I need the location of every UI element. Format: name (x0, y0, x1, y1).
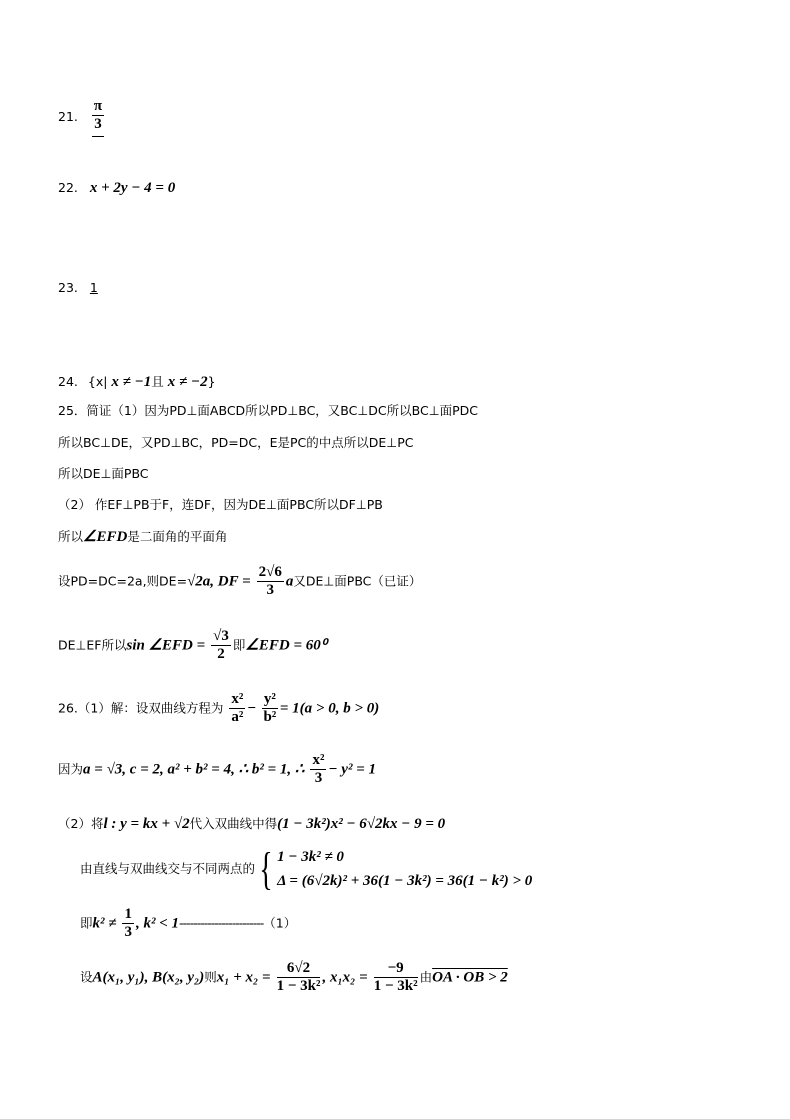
answer-26-frac-x-den: a² (231, 709, 244, 726)
answer-21 (58, 98, 106, 137)
answer-26-line-6-points: A(x₁, y₁), B(x₂, y₂) (92, 969, 205, 986)
answer-26-line-2-math: a = √3, c = 2, a² + b² = 4, ∴ b² = 1, ∴ (83, 761, 305, 778)
answer-25-sin-fraction (211, 628, 231, 664)
answer-26-line-5-frac-den: 3 (124, 924, 132, 941)
answer-26-line-5-math: k² ≠ (92, 915, 117, 932)
answer-25-line-7-text-b: 即 (232, 637, 246, 653)
answer-26-line-5-text: 即 (80, 915, 93, 931)
answer-25-line-7-result: ∠EFD = 60⁰ (245, 637, 327, 654)
answer-26-line-5 (80, 906, 296, 942)
answer-25-df-numerator: 2√6 (257, 564, 284, 582)
answer-24-and: 且 (151, 374, 164, 389)
answer-24-cond1: x ≠ −1 (111, 374, 152, 390)
answer-25-line-7-text-a: DE⊥EF所以 (58, 637, 127, 653)
answer-25-line-3: 所以DE⊥面PBC (58, 466, 149, 481)
answer-26-line-4-text: 由直线与双曲线交与不同两点的 (80, 860, 256, 876)
answer-21-denominator: 3 (94, 116, 102, 133)
answer-26-line-3-text-a: （2）将 (58, 816, 104, 831)
answer-25-line-6-math: √2a, DF = (187, 573, 251, 590)
answer-25-line-5 (58, 530, 227, 545)
answer-26-line-5-math-b: , k² < 1 (135, 915, 180, 932)
answer-26-product-numerator: −9 (374, 960, 418, 978)
answer-26-frac-y-num: y² (262, 691, 278, 709)
answer-26-frac-y (262, 691, 278, 727)
answer-26-line-5-dashes: ------------------------ (179, 915, 264, 931)
answer-26-line-1-math: = 1(a > 0, b > 0) (279, 700, 380, 717)
answer-26-line-6 (80, 960, 508, 996)
answer-26-product-denominator: 1 − 3k² (373, 978, 418, 995)
answer-22-number: 22. (58, 180, 78, 195)
answer-26-line-2-frac-den: 3 (314, 770, 323, 787)
answer-25-line-7 (58, 628, 327, 664)
answer-23-value: 1 (89, 280, 98, 295)
answer-22-equation: x + 2y − 4 = 0 (89, 180, 176, 196)
answer-26-frac-x-num: x² (229, 691, 245, 709)
answer-26-line-2 (58, 752, 376, 788)
answer-25-df-fraction (257, 564, 284, 600)
answer-25-line-1: 25．简证（1）因为PD⊥面ABCD所以PD⊥BC，又BC⊥DC所以BC⊥面PDC (58, 403, 478, 418)
answer-26-line-6-product: , x₁x₂ = (322, 969, 368, 986)
answer-26-line-6-text-c: 由 (419, 969, 433, 985)
answer-26-frac-x (229, 691, 245, 727)
answer-24-set-open: {x| (87, 374, 108, 389)
answer-26-line-2-text: 因为 (58, 761, 84, 777)
answer-26-line-3-text-b: 代入双曲线中得 (189, 816, 278, 831)
answer-26-line-6-text-a: 设 (80, 969, 93, 985)
answer-23-number: 23. (58, 280, 78, 295)
answer-24-set-close: } (207, 374, 216, 389)
answer-26-system (277, 845, 532, 893)
answer-26-line-2-math-b: − y² = 1 (328, 761, 377, 778)
answer-26-brace: { (259, 843, 273, 894)
answer-26-line-6-sum: x₁ + x₂ = (216, 969, 271, 986)
answer-26-line-1-text: 26.（1）解：设双曲线方程为 (58, 700, 224, 716)
answer-26-sum-denominator: 1 − 3k² (276, 978, 321, 995)
answer-26-line-5-frac-num: 1 (122, 906, 134, 924)
answer-26-minus: − (247, 700, 256, 717)
answer-25-line-6-text-b: 又DE⊥面PBC（已证） (293, 573, 422, 589)
answer-25-line-6-var: a (285, 573, 294, 590)
answer-25-df-denominator: 3 (266, 582, 274, 599)
answer-26-line-5-frac (122, 906, 134, 942)
answer-25-line-6-text-a: 设PD=DC=2a,则DE= (58, 573, 188, 589)
answer-25-line-7-math: sin ∠EFD = (126, 637, 206, 654)
answer-26-system-row-2: Δ = (6√2k)² + 36(1 − 3k²) = 36(1 − k²) > 0 (277, 873, 533, 889)
answer-25-sin-numerator: √3 (211, 628, 231, 646)
answer-25-angle: ∠EFD (83, 529, 128, 545)
answer-26-line-1 (58, 691, 379, 727)
answer-22 (58, 181, 175, 196)
answer-21-numerator: π (92, 98, 104, 116)
answer-25-line-6 (58, 564, 421, 600)
answer-21-fraction (92, 98, 104, 137)
answer-26-line-3-math: l : y = kx + √2 (103, 816, 190, 832)
answer-26-frac-y-den: b² (263, 709, 277, 726)
answer-25-line-4: （2） 作EF⊥PB于F，连DF，因为DE⊥面PBC所以DF⊥PB (58, 497, 383, 512)
answer-24-cond2: x ≠ −2 (167, 374, 208, 390)
answer-26-line-4 (80, 845, 532, 893)
answer-26-sum-fraction (277, 960, 321, 996)
answer-24 (58, 375, 216, 390)
answer-25-line-2: 所以BC⊥DE，又PD⊥BC，PD=DC，E是PC的中点所以DE⊥PC (58, 435, 414, 450)
answer-25-sin-denominator: 2 (217, 646, 225, 663)
answer-26-system-row-1: 1 − 3k² ≠ 0 (277, 849, 344, 865)
answer-21-number: 21. (58, 109, 78, 124)
answer-26-product-fraction (374, 960, 418, 996)
answer-25-line-5-text-a: 所以 (58, 529, 84, 544)
answer-26-line-5-tag: （1） (263, 915, 297, 931)
answer-26-sum-numerator: 6√2 (277, 960, 321, 978)
answer-26-line-6-text-b: 则 (204, 969, 217, 985)
answer-26-line-3-equation: (1 − 3k²)x² − 6√2kx − 9 = 0 (277, 816, 446, 832)
answer-26-line-6-dot: OA · OB > 2 (432, 969, 508, 986)
answer-26-line-2-frac (310, 752, 326, 788)
answer-25-line-5-text-b: 是二面角的平面角 (127, 529, 228, 544)
answer-26-line-2-frac-num: x² (310, 752, 326, 770)
answer-26-line-3 (58, 817, 445, 832)
answer-23 (58, 282, 98, 295)
answer-24-number: 24. (58, 374, 78, 389)
